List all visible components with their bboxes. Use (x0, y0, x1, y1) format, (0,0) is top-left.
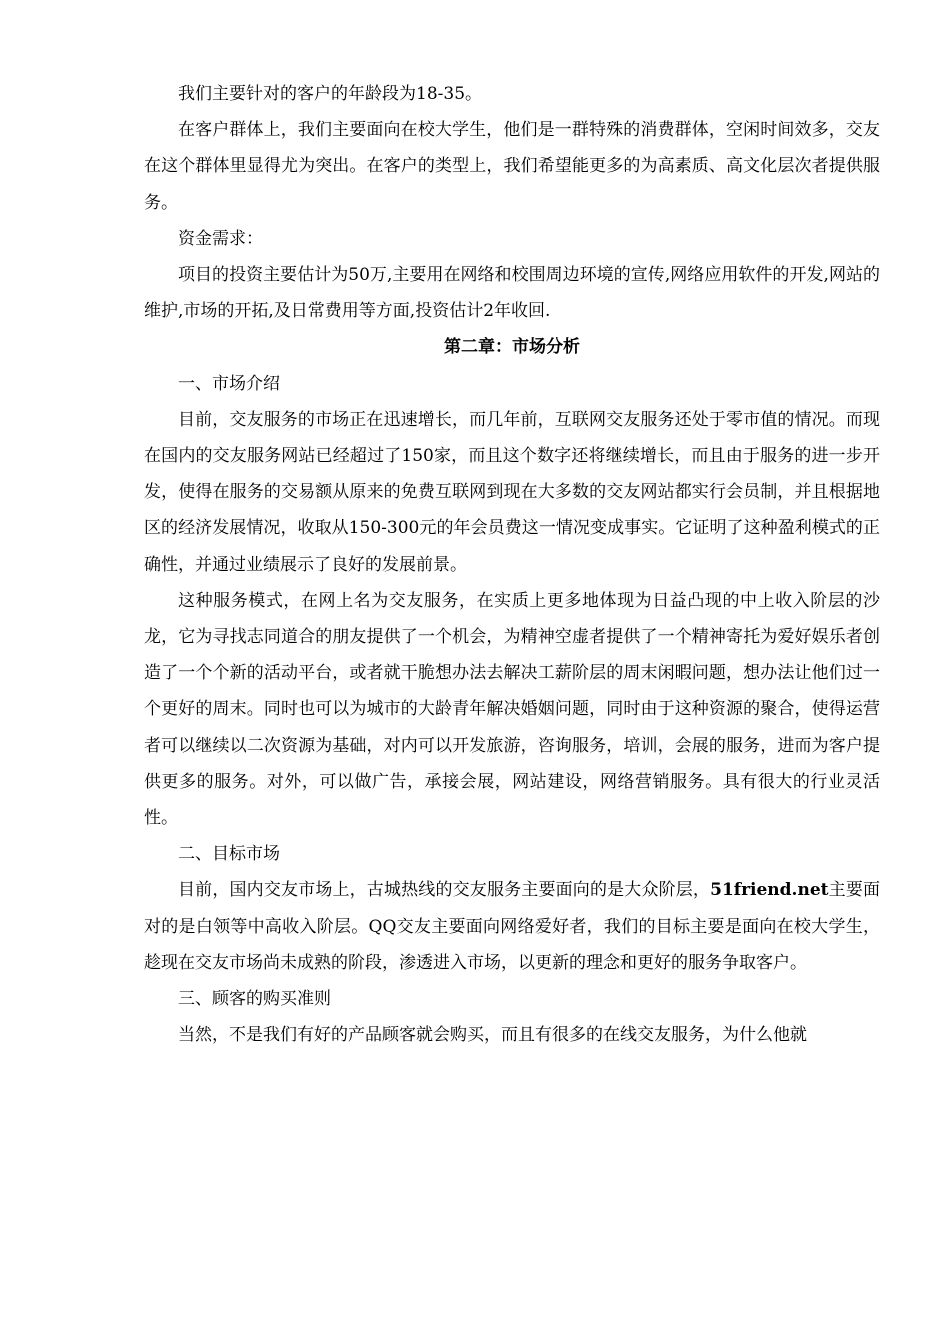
paragraph-service-model: 这种服务模式，在网上名为交友服务，在实质上更多地体现为日益凸现的中上收入阶层的沙龙，它为寻找志同道合的朋友提供了一个机会，为精神空虚者提供了一个精神寄托为爱好娱乐者创造了一个个新的活动平台，或者就干脆想办法去解决工薪阶层的周末闲暇问题，想办法让他们过一个更好的周末。同时也可以为城市的大龄青年解决婚姻问题，同时由于这种资源的聚合，使得运营者可以继续以二次资源为基础，对内可以开发旅游，咨询服务，培训，会展的服务，进而为客户提供更多的服务。对外，可以做广告，承接会展，网站建设，网络营销服务。具有很大的行业灵活性。 (144, 590, 880, 829)
chapter-title: 第二章：市场分析 (444, 337, 580, 358)
paragraph-target-market (144, 872, 880, 981)
section-purchase-criteria-title: 三、顾客的购买准则 (178, 989, 331, 1010)
paragraph-funding-label: 资金需求： (178, 228, 263, 249)
paragraph-funding-detail: 项目的投资主要估计为50万,主要用在网络和校围周边环境的宣传,网络应用软件的开发,网站的维护,市场的开拓,及日常费用等方面,投资估计2年收回. (144, 265, 880, 322)
paragraph-customer-groups: 在客户群体上，我们主要面向在校大学生，他们是一群特殊的消费群体，空闲时间效多，交友在这个群体里显得尤为突出。在客户的类型上，我们希望能更多的为高素质、高文化层次者提供服务。 (144, 120, 880, 213)
target-market-text-end: 主要面对的是白领等中高收入阶层。QQ交友主要面向网络爱好者，我们的目标主要是面向在校大学生，趁现在交友市场尚未成熟的阶段，渗透进入市场，以更新的理念和更好的服务争取客户。 (144, 880, 881, 973)
paragraph-market-growth: 目前，交友服务的市场正在迅速增长，而几年前，互联网交友服务还处于零市值的情况。而现在国内的交友服务网站已经超过了150家，而且这个数字还将继续增长，而且由于服务的进一步开发，使得在服务的交易额从原来的免费互联网到现在大多数的交友网站都实行会员制，并且根据地区的经济发展情况，收取从150-300元的年会员费这一情况变成事实。它证明了这种盈利模式的正确性，并通过业绩展示了良好的发展前景。 (144, 409, 880, 575)
site-name-51friend: 51friend.net (710, 880, 829, 901)
document-body (144, 76, 880, 1053)
paragraph-age-range: 我们主要针对的客户的年龄段为18-35。 (178, 84, 483, 104)
section-target-market-title: 二、目标市场 (178, 844, 280, 865)
paragraph-purchase-criteria: 当然，不是我们有好的产品顾客就会购买，而且有很多的在线交友服务，为什么他就 (178, 1025, 807, 1046)
section-market-intro-title: 一、市场介绍 (178, 373, 280, 394)
target-market-text-start: 目前，国内交友市场上，古城热线的交友服务主要面向的是大众阶层， (178, 880, 711, 901)
